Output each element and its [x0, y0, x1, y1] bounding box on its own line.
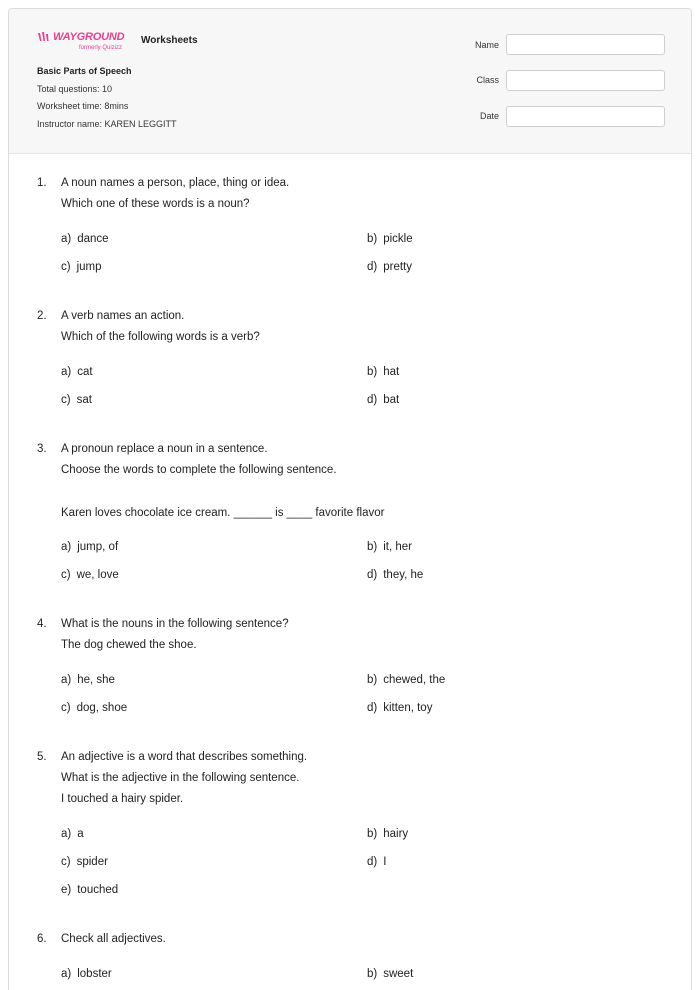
option-text: jump, of	[77, 541, 119, 553]
option-letter: b)	[367, 541, 378, 553]
option-a[interactable]	[61, 541, 118, 553]
option-text: cat	[77, 366, 93, 378]
option-d[interactable]	[367, 702, 432, 714]
option-a[interactable]	[61, 366, 93, 378]
option-text: I	[383, 856, 387, 868]
option-text: we, love	[76, 569, 119, 581]
option-a[interactable]	[61, 233, 109, 245]
option-text: hairy	[383, 828, 409, 840]
question-text: Which one of these words is a noun?	[61, 198, 250, 210]
name-label: Name	[474, 40, 499, 50]
option-d[interactable]	[367, 394, 399, 406]
worksheet-header	[9, 9, 691, 154]
option-letter: b)	[367, 366, 378, 378]
option-e[interactable]	[61, 884, 118, 896]
question-number: 4.	[37, 618, 47, 630]
question-text: Choose the words to complete the following sentence.	[61, 464, 337, 476]
option-d[interactable]	[367, 261, 412, 273]
question-text: Which of the following words is a verb?	[61, 331, 260, 343]
question-text: What is the nouns in the following sentence?	[61, 618, 289, 630]
option-a[interactable]	[61, 968, 112, 980]
option-text: kitten, toy	[383, 702, 433, 714]
option-letter: b)	[367, 674, 378, 686]
option-b[interactable]	[367, 233, 413, 245]
logo-text: WAYGROUND	[53, 31, 125, 43]
option-text: dance	[77, 233, 109, 245]
question-text: The dog chewed the shoe.	[61, 639, 197, 651]
option-text: pickle	[383, 233, 413, 245]
option-letter: b)	[367, 233, 378, 245]
option-b[interactable]	[367, 541, 412, 553]
name-field[interactable]	[506, 34, 665, 55]
question-text: A noun names a person, place, thing or idea.	[61, 177, 290, 189]
option-letter: d)	[367, 702, 378, 714]
option-letter: c)	[61, 261, 71, 273]
wayground-logo-icon	[37, 31, 51, 43]
option-a[interactable]	[61, 674, 115, 686]
option-text: a	[77, 828, 84, 840]
question-text: An adjective is a word that describes something.	[61, 751, 308, 763]
option-letter: c)	[61, 856, 71, 868]
instructor-name: Instructor name: KAREN LEGGITT	[37, 119, 177, 129]
option-text: chewed, the	[383, 674, 446, 686]
option-letter: a)	[61, 541, 72, 553]
option-letter: d)	[367, 856, 378, 868]
option-b[interactable]	[367, 674, 445, 686]
option-text: sat	[76, 394, 92, 406]
option-text: spider	[76, 856, 108, 868]
brand	[37, 31, 198, 53]
question-sentence: I touched a hairy spider.	[61, 793, 184, 805]
option-letter: a)	[61, 366, 72, 378]
class-field[interactable]	[506, 70, 665, 91]
option-b[interactable]	[367, 828, 408, 840]
question-number: 5.	[37, 751, 47, 763]
option-d[interactable]	[367, 569, 423, 581]
option-letter: c)	[61, 394, 71, 406]
question-text: A pronoun replace a noun in a sentence.	[61, 443, 268, 455]
option-a[interactable]	[61, 828, 84, 840]
option-text: he, she	[77, 674, 115, 686]
option-b[interactable]	[367, 366, 399, 378]
option-d[interactable]	[367, 856, 386, 868]
question-number: 1.	[37, 177, 47, 189]
option-text: pretty	[383, 261, 412, 273]
worksheet-page	[8, 8, 692, 990]
question-number: 2.	[37, 310, 47, 322]
option-letter: a)	[61, 674, 72, 686]
question-text: What is the adjective in the following sentence.	[61, 772, 300, 784]
option-text: it, her	[383, 541, 412, 553]
option-text: sweet	[383, 968, 414, 980]
class-label: Class	[476, 75, 499, 85]
date-label: Date	[479, 111, 499, 121]
question-number: 3.	[37, 443, 47, 455]
option-text: touched	[77, 884, 119, 896]
option-letter: a)	[61, 233, 72, 245]
option-letter: c)	[61, 569, 71, 581]
option-c[interactable]	[61, 856, 108, 868]
logo	[37, 31, 124, 43]
option-letter: b)	[367, 968, 378, 980]
option-letter: c)	[61, 702, 71, 714]
question-text: Check all adjectives.	[61, 933, 166, 945]
option-letter: a)	[61, 828, 72, 840]
total-questions: Total questions: 10	[37, 84, 113, 94]
app-title: Worksheets	[141, 35, 198, 46]
question-sentence: Karen loves chocolate ice cream. ______ is ____ favorite flavor	[61, 507, 385, 519]
logo-subtitle: formerly Quizizz	[79, 45, 123, 51]
question-number: 6.	[37, 933, 47, 945]
option-c[interactable]	[61, 394, 92, 406]
option-letter: e)	[61, 884, 72, 896]
worksheet-title: Basic Parts of Speech	[37, 66, 132, 76]
option-b[interactable]	[367, 968, 413, 980]
date-field[interactable]	[506, 106, 665, 127]
option-text: bat	[383, 394, 400, 406]
option-c[interactable]	[61, 569, 119, 581]
option-letter: d)	[367, 569, 378, 581]
option-letter: d)	[367, 261, 378, 273]
option-c[interactable]	[61, 702, 127, 714]
option-text: lobster	[77, 968, 112, 980]
option-text: dog, shoe	[76, 702, 128, 714]
question-text: A verb names an action.	[61, 310, 185, 322]
option-text: hat	[383, 366, 400, 378]
option-letter: d)	[367, 394, 378, 406]
worksheet-time: Worksheet time: 8mins	[37, 101, 129, 111]
option-text: jump	[76, 261, 102, 273]
option-letter: a)	[61, 968, 72, 980]
option-c[interactable]	[61, 261, 102, 273]
option-text: they, he	[383, 569, 424, 581]
option-letter: b)	[367, 828, 378, 840]
